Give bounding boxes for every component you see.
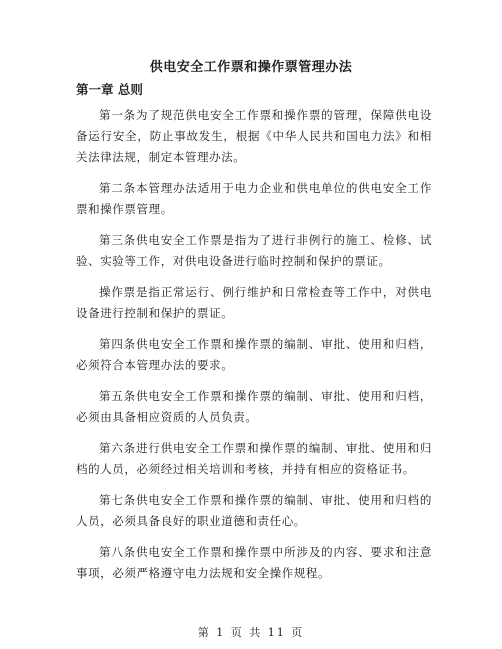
paragraph-operation-ticket: 操作票是指正常运行、例行维护和日常检查等工作中，对供电设备进行控制和保护的票证。 — [76, 285, 432, 320]
paragraph-article-4: 第四条供电安全工作票和操作票的编制、审批、使用和归档，必须符合本管理办法的要求。 — [76, 337, 432, 372]
paragraph-article-8: 第八条供电安全工作票和操作票中所涉及的内容、要求和注意事项，必须严格遵守电力法规和安全操作规程。 — [76, 545, 432, 580]
paragraph-article-1: 第一条为了规范供电安全工作票和操作票的管理，保障供电设备运行安全，防止事故发生，根据《中华人民共和国电力法》和相关法律法规，制定本管理办法。 — [76, 108, 432, 164]
page-number-footer: 第 1 页 共 11 页 — [197, 626, 305, 639]
paragraph-article-6: 第六条进行供电安全工作票和操作票的编制、审批、使用和归档的人员，必须经过相关培训和考核，并持有相应的资格证书。 — [76, 441, 432, 476]
paragraph-article-2: 第二条本管理办法适用于电力企业和供电单位的供电安全工作票和操作票管理。 — [76, 181, 432, 216]
paragraph-article-5: 第五条供电安全工作票和操作票的编制、审批、使用和归档，必须由具备相应资质的人员负责。 — [76, 389, 432, 424]
document-body — [76, 105, 432, 594]
document-title: 供电安全工作票和操作票管理办法 — [149, 60, 353, 75]
paragraph-article-3: 第三条供电安全工作票是指为了进行非例行的施工、检修、试验、实验等工作，对供电设备进行临时控制和保护的票证。 — [76, 233, 432, 268]
paragraph-article-7: 第七条供电安全工作票和操作票的编制、审批、使用和归档的人员，必须具备良好的职业道德和责任心。 — [76, 493, 432, 528]
chapter-heading: 第一章 总则 — [76, 82, 143, 97]
